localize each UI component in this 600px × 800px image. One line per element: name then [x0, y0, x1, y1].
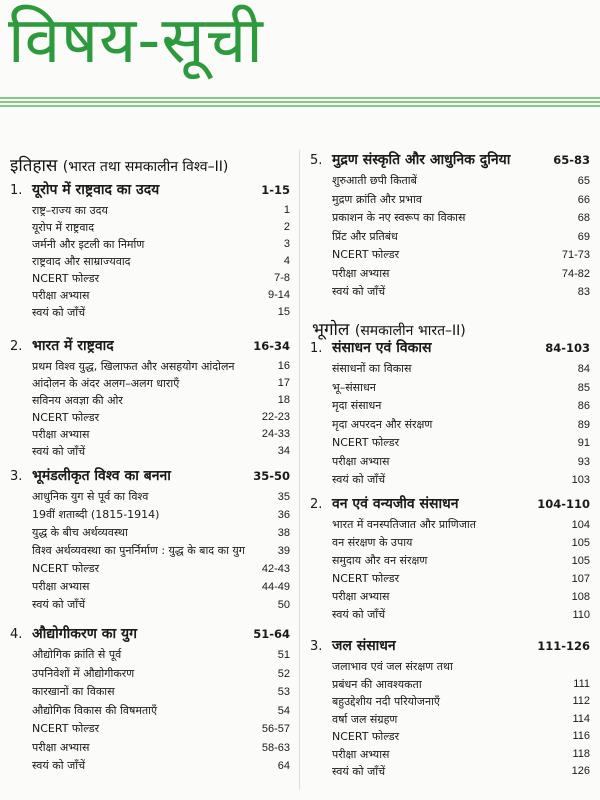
- toc-item-label: परीक्षा अभ्यास: [332, 747, 390, 761]
- toc-item-label: परीक्षा अभ्यास: [32, 289, 90, 302]
- toc-item-page: 36: [277, 509, 290, 521]
- toc-item: [310, 416, 590, 435]
- toc-item: [10, 270, 290, 287]
- toc-item-page: 118: [572, 747, 590, 760]
- chapter-number: 4.: [10, 627, 23, 642]
- chapter-title: मुद्रण संस्कृति और आधुनिक दुनिया: [332, 152, 511, 168]
- toc-item-label: विश्व अर्थव्यवस्था का पुनर्निर्माण : युद्ध के बाद का युग: [32, 544, 245, 557]
- toc-item: [310, 471, 590, 490]
- toc-item-label: स्वयं को जाँचें: [32, 445, 86, 458]
- toc-item: [310, 191, 590, 210]
- toc-item-page: 110: [572, 609, 590, 621]
- toc-item-page: 103: [571, 474, 590, 486]
- toc-item-label: स्वयं को जाँचें: [32, 598, 86, 611]
- chapter-heading: [10, 466, 290, 485]
- chapter-page-range: 35-50: [253, 469, 290, 483]
- toc-item: [310, 728, 590, 746]
- toc-item-label: परीक्षा अभ्यास: [32, 740, 90, 754]
- toc-item-label: मृदा संसाधन: [332, 399, 382, 412]
- page-title: विषय-सूची: [8, 4, 264, 78]
- toc-item-label: NCERT फोल्डर: [332, 248, 400, 261]
- chapter-title: भारत में राष्ट्रवाद: [32, 338, 114, 354]
- chapter-page-range: 16-34: [253, 339, 290, 353]
- toc-item-page: 39: [277, 545, 290, 557]
- chapter-heading: [310, 150, 590, 169]
- toc-item-page: 105: [571, 555, 590, 567]
- toc-item-label: NCERT फोल्डर: [332, 572, 400, 585]
- section-subtitle: (भारत तथा समकालीन विश्व–II): [62, 159, 229, 175]
- chapter-title: यूरोप में राष्ट्रवाद का उदय: [32, 182, 160, 198]
- toc-item: [310, 588, 590, 606]
- toc-item: [310, 265, 590, 284]
- toc-item-label: स्वयं को जाँचें: [332, 285, 386, 298]
- chapter-page-range: 1-15: [261, 183, 290, 197]
- toc-item: [10, 253, 290, 270]
- toc-item-label: वर्षा जल संग्रहण: [332, 712, 398, 726]
- toc-item-label: स्वयं को जाँचें: [332, 765, 386, 778]
- toc-item-label: स्वयं को जाँचें: [32, 306, 86, 319]
- toc-item-page: 15: [277, 306, 290, 318]
- chapter-title: भूमंडलीकृत विश्व का बनना: [32, 468, 171, 484]
- toc-item: [310, 360, 590, 379]
- toc-item-label: वन संरक्षण के उपाय: [332, 536, 413, 549]
- toc-item-page: 22-23: [261, 411, 290, 423]
- toc-item: [310, 379, 590, 398]
- toc-item: [10, 392, 290, 409]
- title-divider: [0, 97, 600, 111]
- chapter-entry: [10, 180, 290, 321]
- toc-item-page: 66: [577, 193, 590, 206]
- chapter-entry: [10, 624, 290, 776]
- chapter-heading: [10, 624, 290, 643]
- toc-item: [310, 570, 590, 588]
- toc-item: [310, 693, 590, 711]
- toc-item-page: 2: [283, 221, 290, 233]
- toc-item: [310, 283, 590, 302]
- toc-item-label: राष्ट्र–राज्य का उदय: [32, 204, 108, 217]
- toc-item: [10, 578, 290, 596]
- toc-item-label: NCERT फोल्डर: [32, 562, 100, 575]
- toc-item-label: संसाधनों का विकास: [332, 362, 412, 375]
- toc-item-page: 4: [283, 255, 290, 267]
- toc-item-label: 19वीं शताब्दी (1815-1914): [32, 508, 160, 521]
- toc-item-label: आधुनिक युग से पूर्व का विश्व: [32, 490, 149, 503]
- toc-item-label: जलाभाव एवं जल संरक्षण तथा प्रबंधन की आवश्यकता: [332, 660, 453, 691]
- column-divider: [299, 150, 300, 790]
- toc-item-page: 35: [277, 491, 290, 503]
- chapter-heading: [10, 180, 290, 199]
- toc-item-label: औद्योगिक विकास की विषमताएँ: [32, 703, 158, 717]
- toc-item: [310, 711, 590, 729]
- section-name: इतिहास: [10, 156, 58, 176]
- toc-item-label: सविनय अवज्ञा की ओर: [32, 394, 123, 407]
- chapter-title: संसाधन एवं विकास: [332, 340, 432, 356]
- chapter-entry: [310, 338, 590, 490]
- toc-item-label: आंदोलन के अंदर अलग–अलग धाराएँ: [32, 377, 180, 390]
- toc-item-label: परीक्षा अभ्यास: [332, 454, 390, 468]
- toc-item: [310, 453, 590, 472]
- section-heading-geography: [312, 317, 466, 340]
- toc-item-page: 53: [277, 686, 290, 698]
- toc-item: [310, 606, 590, 624]
- chapter-heading: [310, 338, 590, 357]
- chapter-entry: [310, 494, 590, 624]
- toc-item-label: शुरुआती छपी किताबें: [332, 174, 417, 187]
- toc-item-page: 9-14: [267, 289, 290, 301]
- toc-item-page: 42-43: [261, 563, 290, 575]
- toc-item-page: 105: [571, 537, 590, 549]
- toc-item-page: 52: [277, 667, 290, 680]
- toc-item-label: NCERT फोल्डर: [32, 411, 100, 424]
- chapter-title: औद्योगीकरण का युग: [32, 626, 138, 642]
- toc-item: [10, 524, 290, 542]
- chapter-page-range: 104-110: [537, 497, 590, 511]
- toc-item-label: बहुउद्देशीय नदी परियोजनाएँ: [332, 695, 440, 708]
- section-heading-history: [10, 153, 228, 176]
- toc-item-page: 1: [283, 204, 290, 216]
- toc-item-page: 58-63: [261, 741, 290, 754]
- toc-item-page: 104: [571, 519, 590, 531]
- toc-item: [10, 236, 290, 253]
- chapter-entry: [310, 636, 590, 781]
- toc-item: [310, 434, 590, 453]
- toc-item: [10, 702, 290, 721]
- toc-item-label: प्रिंट और प्रतिबंध: [332, 229, 398, 243]
- toc-item-label: राष्ट्रवाद और साम्राज्यवाद: [32, 255, 131, 268]
- toc-item-page: 17: [277, 377, 290, 389]
- toc-item: [310, 246, 590, 265]
- toc-item-page: 18: [277, 394, 290, 406]
- toc-item-page: 84: [577, 363, 590, 375]
- toc-item: [310, 658, 590, 693]
- toc-item: [10, 646, 290, 665]
- chapter-entry: [10, 336, 290, 460]
- section-name: भूगोल: [312, 320, 350, 340]
- toc-item: [310, 172, 590, 191]
- toc-item: [10, 757, 290, 776]
- toc-item-page: 93: [577, 455, 590, 468]
- chapter-number: 1.: [310, 341, 323, 356]
- toc-item: [10, 665, 290, 684]
- toc-item-label: NCERT फोल्डर: [32, 272, 100, 285]
- toc-item-page: 74-82: [561, 267, 590, 280]
- chapter-entry: [310, 150, 590, 302]
- chapter-heading: [310, 636, 590, 655]
- toc-item-page: 116: [572, 730, 590, 742]
- toc-item: [10, 426, 290, 443]
- chapter-page-range: 51-64: [253, 627, 290, 641]
- toc-item-label: भारत में वनस्पतिजात और प्राणिजात: [332, 518, 477, 531]
- toc-item: [10, 202, 290, 219]
- toc-item-label: स्वयं को जाँचें: [32, 759, 86, 772]
- toc-item-page: 44-49: [261, 581, 290, 593]
- toc-item-page: 111: [573, 677, 590, 690]
- toc-item-label: औद्योगिक क्रांति से पूर्व: [32, 648, 122, 661]
- toc-item: [310, 228, 590, 247]
- toc-item-label: स्वयं को जाँचें: [332, 473, 386, 486]
- toc-item: [10, 488, 290, 506]
- toc-item: [10, 304, 290, 321]
- toc-item-page: 114: [572, 712, 590, 725]
- toc-item-label: युद्ध के बीच अर्थव्यवस्था: [32, 526, 128, 539]
- toc-item-page: 24-33: [261, 428, 290, 440]
- section-subtitle: (समकालीन भारत–II): [354, 323, 466, 339]
- toc-item-label: प्रथम विश्व युद्ध, खिलाफत और असहयोग आंदोलन: [32, 360, 235, 373]
- toc-item-page: 112: [572, 695, 590, 707]
- toc-item-label: मृदा अपरदन और संरक्षण: [332, 417, 433, 431]
- toc-item-label: समुदाय और वन संरक्षण: [332, 554, 428, 567]
- toc-item-page: 83: [577, 286, 590, 298]
- chapter-title: जल संसाधन: [332, 638, 396, 654]
- toc-item: [10, 287, 290, 304]
- toc-item-label: स्वयं को जाँचें: [332, 608, 386, 621]
- chapter-heading: [310, 494, 590, 513]
- chapter-heading: [10, 336, 290, 355]
- toc-item-page: 71-73: [561, 249, 590, 261]
- toc-item-page: 51: [277, 649, 290, 661]
- chapter-number: 3.: [10, 469, 23, 484]
- toc-item-page: 65: [577, 175, 590, 187]
- chapter-page-range: 111-126: [537, 639, 590, 653]
- toc-item-label: परीक्षा अभ्यास: [32, 428, 90, 441]
- toc-item-page: 89: [577, 418, 590, 431]
- chapter-number: 5.: [310, 153, 323, 168]
- toc-item-page: 16: [277, 360, 290, 372]
- toc-item-label: परीक्षा अभ्यास: [332, 590, 390, 603]
- toc-item-page: 3: [283, 238, 290, 250]
- toc-item-page: 108: [571, 591, 590, 603]
- toc-item: [10, 443, 290, 460]
- toc-item-page: 69: [577, 230, 590, 243]
- chapter-number: 1.: [10, 183, 23, 198]
- toc-item-page: 68: [577, 212, 590, 224]
- toc-item-label: जर्मनी और इटली का निर्माण: [32, 238, 145, 251]
- chapter-title: वन एवं वन्यजीव संसाधन: [332, 496, 459, 512]
- chapter-number: 2.: [310, 497, 323, 512]
- chapter-entry: [10, 466, 290, 614]
- toc-item: [10, 375, 290, 392]
- toc-item: [310, 516, 590, 534]
- toc-item-page: 126: [571, 765, 590, 777]
- toc-item: [310, 552, 590, 570]
- toc-item: [10, 720, 290, 739]
- chapter-number: 3.: [310, 639, 323, 654]
- toc-item: [310, 746, 590, 764]
- toc-item-label: परीक्षा अभ्यास: [332, 266, 390, 280]
- toc-item: [10, 506, 290, 524]
- toc-item: [10, 542, 290, 560]
- toc-item-label: भू–संसाधन: [332, 380, 376, 394]
- toc-item-page: 64: [277, 760, 290, 772]
- toc-item: [10, 560, 290, 578]
- toc-item-page: 107: [571, 573, 590, 585]
- toc-item: [310, 209, 590, 228]
- toc-item-page: 50: [277, 599, 290, 611]
- toc-item: [310, 397, 590, 416]
- toc-item-label: NCERT फोल्डर: [332, 730, 400, 743]
- toc-item: [10, 739, 290, 758]
- toc-item: [10, 219, 290, 236]
- toc-item-page: 91: [577, 437, 590, 449]
- toc-item-label: मुद्रण क्रांति और प्रभाव: [332, 192, 422, 206]
- toc-item-label: NCERT फोल्डर: [32, 722, 100, 735]
- toc-item-label: उपनिवेशों में औद्योगीकरण: [32, 666, 135, 680]
- toc-item: [10, 596, 290, 614]
- toc-item-label: कारखानों का विकास: [32, 685, 115, 698]
- chapter-page-range: 84-103: [545, 341, 590, 355]
- toc-item-page: 86: [577, 400, 590, 412]
- toc-item-page: 38: [277, 527, 290, 539]
- toc-item: [310, 763, 590, 781]
- chapter-number: 2.: [10, 339, 23, 354]
- chapter-page-range: 65-83: [553, 153, 590, 167]
- toc-item-page: 85: [577, 381, 590, 394]
- toc-item-label: परीक्षा अभ्यास: [32, 580, 90, 593]
- toc-item: [10, 683, 290, 702]
- toc-item-label: NCERT फोल्डर: [332, 436, 400, 449]
- toc-item-page: 56-57: [261, 723, 290, 735]
- toc-item: [310, 534, 590, 552]
- toc-item: [10, 358, 290, 375]
- toc-item-page: 7-8: [274, 272, 290, 284]
- toc-item: [10, 409, 290, 426]
- toc-item-page: 54: [277, 704, 290, 717]
- toc-item-page: 34: [277, 445, 290, 457]
- toc-item-label: प्रकाशन के नए स्वरूप का विकास: [332, 211, 466, 224]
- toc-item-label: यूरोप में राष्ट्रवाद: [32, 221, 95, 234]
